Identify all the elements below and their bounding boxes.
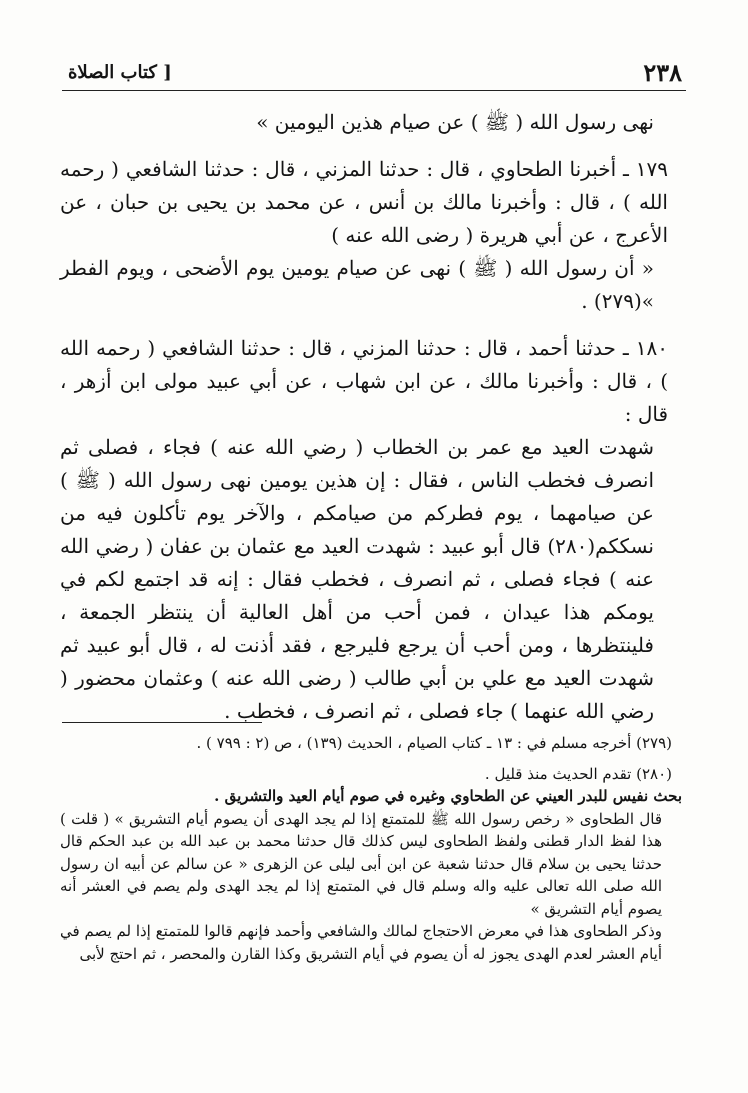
footnote-rule xyxy=(62,722,262,723)
chapter-title: [ كتاب الصلاة xyxy=(68,62,172,83)
hadith-180-text: شهدت العيد مع عمر بن الخطاب ( رضي الله عنه ) فجاء ، فصلى ثم انصرف فخطب الناس ، فقال : إن هذين يومين نهى رسول الله ( ﷺ ) عن صيامهما ، يوم فطركم من صيامكم ، والآخر يوم تأكلون فيه من نسككم(٢٨٠) قال أبو عبيد : شهدت العيد مع عثمان بن عفان ( رضي الله عنه ) فجاء فصلى ، ثم انصرف ، فخطب فقال : إنه قد اجتمع لكم في يومكم هذا عيدان ، فمن أحب من أهل العالية أن ينتظر الجمعة ، فلينتظرها ، ومن أحب أن يرجع فليرجع ، فقد أذنت له ، قال أبو عبيد ثم شهدت العيد مع علي بن أبي طالب ( رضى الله عنه ) وعثمان محضور ( رضي الله عنهما ) جاء فصلى ، ثم انصرف ، فخطب . xyxy=(60,435,654,723)
page-header xyxy=(62,58,686,90)
main-text xyxy=(60,106,668,728)
hadith-179-chain: ١٧٩ ـ أخبرنا الطحاوي ، قال : حدثنا المزني ، قال : حدثنا الشافعي ( رحمه الله ) ، قال : وأخبرنا مالك بن أنس ، عن محمد بن يحيى بن حبان ، عن الأعرج ، عن أبي هريرة ( رضى الله عنه ) xyxy=(60,157,668,247)
page-number: ٢٣٨ xyxy=(643,58,682,87)
research-paragraph-1: قال الطحاوى « رخص رسول الله ﷺ للمتمتع إذا لم يجد الهدى أن يصوم أيام التشريق » ( قلت ) هذا لفظ الدار قطنى ولفظ الطحاوى ليس كذلك قال حدثنا محمد بن عبد الله بن عبد الحكم قال حدثنا يحيى بن سلام قال حدثنا شعبة عن ابن أبى ليلى عن الزهرى « عن سالم عن أبيه ان رسول الله صلى الله تعالى عليه واله وسلم قال في المتمتع إذا لم يجد الهدى ولم يصم في العشر أنه يصوم أيام التشريق » xyxy=(60,809,663,918)
hadith-179-text: « أن رسول الله ( ﷺ ) نهى عن صيام يومين يوم الأضحى ، ويوم الفطر »(٢٧٩) . xyxy=(60,256,654,313)
footnote-279: (٢٧٩) أخرجه مسلم في : ١٣ ـ كتاب الصيام ، الحديث (١٣٩) ، ص (٢ : ٧٩٩ ) . xyxy=(196,734,672,752)
header-rule xyxy=(62,90,686,91)
intro-line: نهى رسول الله ( ﷺ ) عن صيام هذين اليومين » xyxy=(256,110,654,134)
hadith-180-chain: ١٨٠ ـ حدثنا أحمد ، قال : حدثنا المزني ، قال : حدثنا الشافعي ( رحمه الله ) ، قال : وأخبرنا مالك ، عن ابن شهاب ، عن أبي عبيد مولى ابن أزهر ، قال : xyxy=(60,336,668,426)
footnote-280: (٢٨٠) تقدم الحديث منذ قليل . xyxy=(484,764,672,783)
research-title: بحث نفيس للبدر العيني عن الطحاوي وغيره في صوم أيام العيد والتشريق . xyxy=(214,787,682,805)
footnotes xyxy=(60,732,682,965)
research-paragraph-2: وذكر الطحاوى هذا في معرض الاحتجاج لمالك والشافعي وأحمد فإنهم قالوا للمتمتع إذا لم يصم في أيام العشر لعدم الهدى يجوز له أن يصوم في أيام التشريق وكذا القارن والمحصر ، ثم احتج لأبى xyxy=(60,922,662,963)
